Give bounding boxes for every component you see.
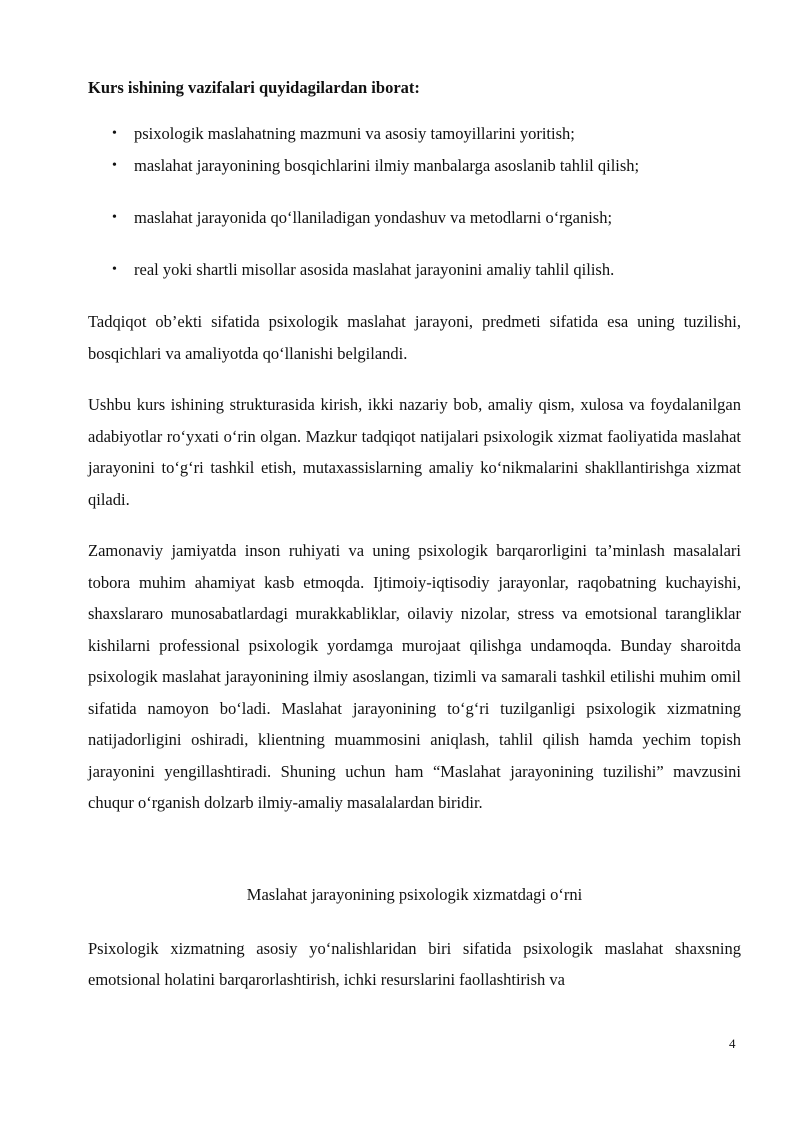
section-title: Maslahat jarayonining psixologik xizmatdagi o‘rni [246, 884, 583, 904]
list-item: • real yoki shartli misollar asosida maslahat jarayonini amaliy tahlil qilish. [112, 254, 741, 286]
page-number: 4 [729, 1036, 736, 1051]
list-item: • psixologik maslahatning mazmuni va asosiy tamoyillarini yoritish; [112, 118, 741, 150]
document-page [88, 72, 741, 996]
structure-paragraph: Ushbu kurs ishining strukturasida kirish, ikki nazariy bob, amaliy qism, xulosa va foydalanilgan adabiyotlar ro‘yxati o‘rin olgan. Mazkur tadqiqot natijalari psixologik xizmat faoliyatida maslahat jarayonini to‘g‘ri tashkil etish, mutaxassislarning amaliy ko‘nikmalarini shakllantirishga xizmat qiladi. [88, 395, 741, 509]
list-item: • maslahat jarayonida qo‘llaniladigan yondashuv va metodlarni o‘rganish; [112, 202, 741, 234]
relevance-paragraph: Zamonaviy jamiyatda inson ruhiyati va uning psixologik barqarorligini ta’minlash masalalari tobora muhim ahamiyat kasb etmoqda. Ijtimoiy-iqtisodiy jarayonlar, raqobatning kuchayishi, shaxslararo munosabatlardagi murakkabliklar, oilaviy nizolar, stress va emotsional tarangliklar kishilarni professional psixologik yordamga murojaat qilishga undamoqda. Bunday sharoitda psixologik maslahat jarayonining ilmiy asoslangan, tizimli va samarali tashkil etilishi muhim omil sifatida namoyon bo‘ladi. Maslahat jarayonining to‘g‘ri tuzilganligi psixologik xizmatning natijadorligini oshiradi, klientning muammosini aniqlash, tahlil qilish hamda yechim topish jarayonini yengillashtiradi. Shuning uchun ham “Maslahat jarayonining tuzilishi” mavzusini chuqur o‘rganish dolzarb ilmiy-amaliy masalalardan biridir. [88, 541, 741, 812]
object-paragraph: Tadqiqot ob’ekti sifatida psixologik maslahat jarayoni, predmeti sifatida esa uning tuzilishi, bosqichlari va amaliyotda qo‘llanishi belgilandi. [88, 312, 741, 363]
list-item: • maslahat jarayonining bosqichlarini ilmiy manbalarga asoslanib tahlil qilish; [112, 150, 741, 182]
tasks-list [112, 118, 741, 286]
section-paragraph: Psixologik xizmatning asosiy yo‘nalishlaridan biri sifatida psixologik maslahat shaxsning emotsional holatini barqarorlashtirish, ichki resurslarini faollashtirish va [88, 938, 741, 989]
tasks-heading: Kurs ishining vazifalari quyidagilardan iborat: [88, 78, 420, 97]
